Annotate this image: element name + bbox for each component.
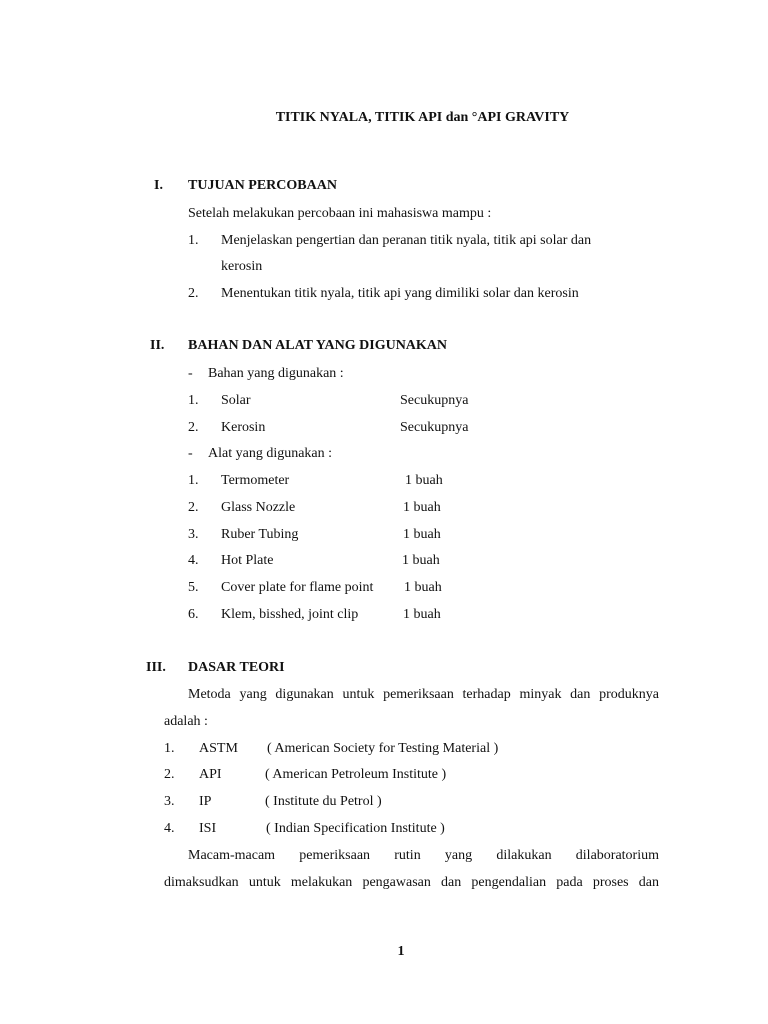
section1-numeral: I. [154,178,163,193]
alat-item-name: Ruber Tubing [221,527,299,542]
alat-item-quantity: 1 buah [402,553,440,568]
alat-item-quantity: 1 buah [403,607,441,622]
method-abbreviation: IP [199,794,212,809]
alat-item-name: Glass Nozzle [221,500,296,515]
method-abbreviation: ISI [199,821,217,836]
alat-item-number: 5. [188,580,199,595]
section1-item-text: Menentukan titik nyala, titik api yang dimiliki solar dan kerosin [221,286,579,301]
bahan-item-name: Kerosin [221,420,266,435]
section3-paragraph1-line2: adalah : [164,714,208,729]
bahan-item-name: Solar [221,393,251,408]
alat-item-number: 1. [188,473,199,488]
bahan-item-number: 2. [188,420,199,435]
document-title: TITIK NYALA, TITIK API dan °API GRAVITY [275,110,570,125]
section3-paragraph1-line1: Metoda yang digunakan untuk pemeriksaan terhadap minyak dan produknya [188,687,659,702]
section1-item-text-continued: kerosin [221,259,263,274]
method-description: ( American Society for Testing Material ) [267,741,499,756]
alat-item-name: Klem, bisshed, joint clip [221,607,359,622]
alat-item-quantity: 1 buah [405,473,443,488]
method-number: 4. [164,821,175,836]
method-description: ( Institute du Petrol ) [265,794,382,809]
method-description: ( Indian Specification Institute ) [266,821,445,836]
method-description: ( American Petroleum Institute ) [265,767,447,782]
alat-dash: - [188,446,193,461]
section3-numeral: III. [146,660,166,675]
alat-item-number: 2. [188,500,199,515]
bahan-item-quantity: Secukupnya [400,393,469,408]
bahan-label: Bahan yang digunakan : [208,366,344,381]
alat-item-number: 6. [188,607,199,622]
bahan-dash: - [188,366,193,381]
alat-label: Alat yang digunakan : [208,446,333,461]
method-number: 3. [164,794,175,809]
method-number: 1. [164,741,175,756]
section1-heading: TUJUAN PERCOBAAN [188,178,337,193]
section2-numeral: II. [150,338,165,353]
alat-item-number: 3. [188,527,199,542]
section1-item-number: 1. [188,233,199,248]
section3-paragraph2-line2: dimaksudkan untuk melakukan pengawasan dan pengendalian pada proses dan [164,875,659,890]
section3-paragraph2-line1: Macam-macam pemeriksaan rutin yang dilakukan dilaboratorium [188,848,659,863]
bahan-item-number: 1. [188,393,199,408]
alat-item-name: Cover plate for flame point [221,580,374,595]
section1-intro: Setelah melakukan percobaan ini mahasiswa mampu : [188,206,492,221]
method-number: 2. [164,767,175,782]
bahan-item-quantity: Secukupnya [400,420,469,435]
section1-item-number: 2. [188,286,199,301]
alat-item-quantity: 1 buah [403,527,441,542]
section3-heading: DASAR TEORI [188,660,285,675]
alat-item-name: Termometer [221,473,290,488]
alat-item-number: 4. [188,553,199,568]
alat-item-name: Hot Plate [221,553,274,568]
alat-item-quantity: 1 buah [403,500,441,515]
section2-heading: BAHAN DAN ALAT YANG DIGUNAKAN [188,338,448,353]
alat-item-quantity: 1 buah [404,580,442,595]
method-abbreviation: API [199,767,222,782]
section1-item-text: Menjelaskan pengertian dan peranan titik nyala, titik api solar dan [221,233,592,248]
page-number: 1 [397,944,405,959]
method-abbreviation: ASTM [199,741,238,756]
